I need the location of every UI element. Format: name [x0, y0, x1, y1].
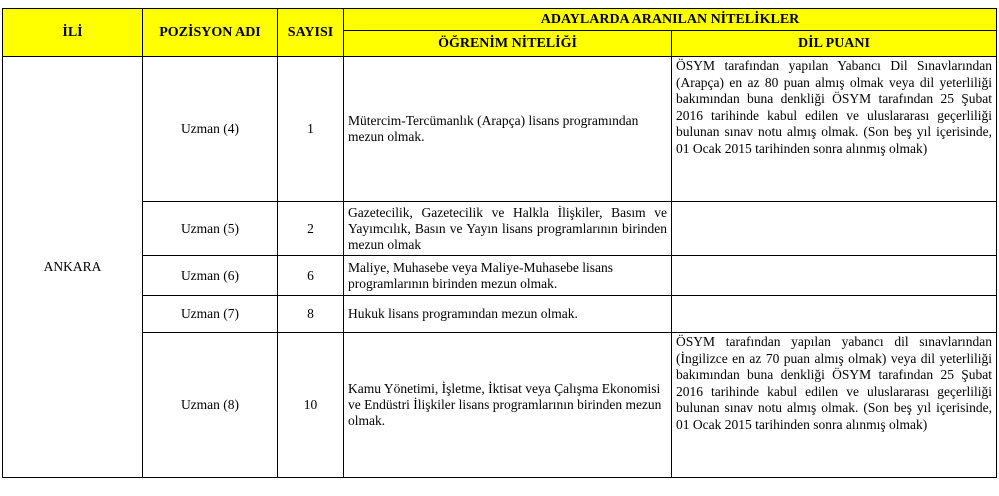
count-cell: 2: [278, 202, 344, 256]
count-cell: 8: [278, 296, 344, 333]
language-cell: [672, 296, 997, 333]
header-row-1: [3, 9, 997, 31]
requirements-table: [2, 8, 997, 478]
table-row: [3, 57, 997, 202]
language-cell: ÖSYM tarafından yapılan Yabancı Dil Sınavlarından (Arapça) en az 80 puan almış olmak veya dil yeterliliği bakımından buna denkliği ÖSYM tarafından 25 Şubat 2016 tarihinde kabul edilen ve uluslararası geçerliliği bulunan sınav notu almış olmak. (Son beş yıl içerisinde, 01 Ocak 2015 tarihinden sonra alınmış olmak): [672, 57, 997, 202]
header-ili: İLİ: [3, 9, 143, 57]
count-cell: 1: [278, 57, 344, 202]
city-cell: ANKARA: [3, 57, 143, 478]
table-row: [3, 296, 997, 333]
header-sayisi: SAYISI: [278, 9, 344, 57]
language-cell: ÖSYM tarafından yapılan yabancı dil sınavlarından (İngilizce en az 70 puan almış olmak) veya dil yeterliliği bakımından buna denkliği ÖSYM tarafından 25 Şubat 2016 tarihinde kabul edilen ve uluslararası geçerliliği bulunan sınav notu almış olmak. (Son beş yıl içerisinde, 01 Ocak 2015 tarihinden sonra alınmış olmak): [672, 333, 997, 478]
count-cell: 10: [278, 333, 344, 478]
language-cell: [672, 256, 997, 296]
count-cell: 6: [278, 256, 344, 296]
language-cell: [672, 202, 997, 256]
position-cell: Uzman (5): [143, 202, 278, 256]
table-row: [3, 333, 997, 478]
education-cell: Maliye, Muhasebe veya Maliye-Muhasebe lisans programlarının birinden mezun olmak.: [344, 256, 672, 296]
header-dil: DİL PUANI: [672, 31, 997, 57]
education-cell: Mütercim-Tercümanlık (Arapça) lisans programından mezun olmak.: [344, 57, 672, 202]
position-cell: Uzman (6): [143, 256, 278, 296]
position-cell: Uzman (7): [143, 296, 278, 333]
education-cell: Gazetecilik, Gazetecilik ve Halkla İlişkiler, Basım ve Yayımcılık, Basın ve Yayın lisans programlarının birinden mezun olmak: [344, 202, 672, 256]
header-pozisyon-adi: POZİSYON ADI: [143, 9, 278, 57]
education-cell: Hukuk lisans programından mezun olmak.: [344, 296, 672, 333]
position-cell: Uzman (4): [143, 57, 278, 202]
table-row: [3, 256, 997, 296]
header-ogrenim: ÖĞRENİM NİTELİĞİ: [344, 31, 672, 57]
header-nitelikler: ADAYLARDA ARANILAN NİTELİKLER: [344, 9, 997, 31]
position-cell: Uzman (8): [143, 333, 278, 478]
table-row: [3, 202, 997, 256]
education-cell: Kamu Yönetimi, İşletme, İktisat veya Çalışma Ekonomisi ve Endüstri İlişkiler lisans programlarının birinden mezun olmak.: [344, 333, 672, 478]
